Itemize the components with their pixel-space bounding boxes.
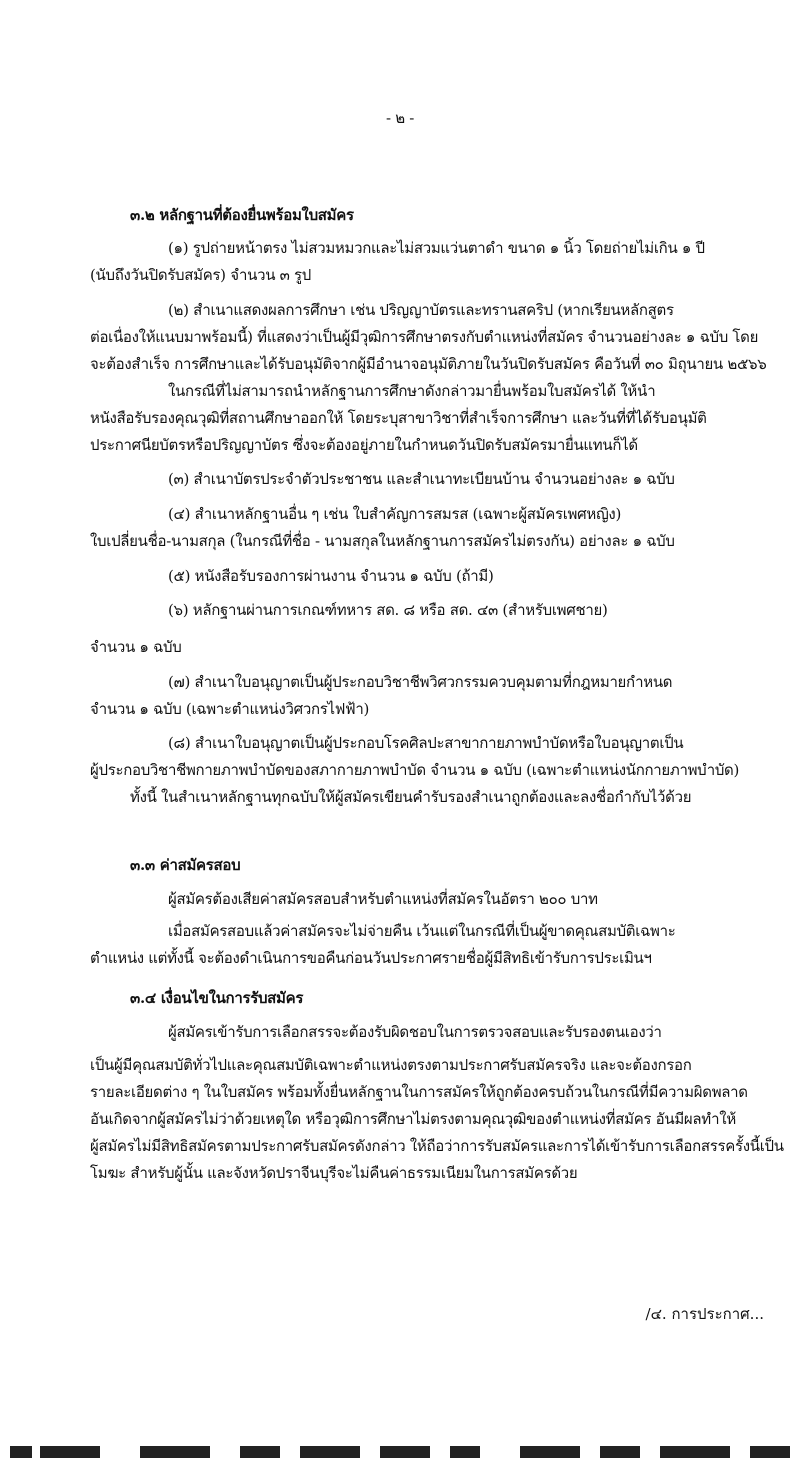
body-line: เมื่อสมัครสอบแล้วค่าสมัครจะไม่จ่ายคืน เว้นแต่ในกรณีที่เป็นผู้ขาดคุณสมบัติเฉพาะ (168, 922, 676, 940)
body-line: ในกรณีที่ไม่สามารถนำหลักฐานการศึกษาดังกล่าวมายื่นพร้อมใบสมัครได้ ให้นำ (168, 382, 656, 400)
body-line: (๔) สำเนาหลักฐานอื่น ๆ เช่น ใบสำคัญการสมรส (เฉพาะผู้สมัครเพศหญิง) (168, 505, 621, 523)
section-3-2-heading: ๓.๒ หลักฐานที่ต้องยื่นพร้อมใบสมัคร (130, 206, 354, 224)
continuation-note: /๔. การประกาศ... (645, 1305, 764, 1323)
body-line: ผู้สมัครเข้ารับการเลือกสรรจะต้องรับผิดชอบในการตรวจสอบและรับรองตนเองว่า (168, 1023, 662, 1041)
body-line: (๘) สำเนาใบอนุญาตเป็นผู้ประกอบโรคศิลปะสาขากายภาพบำบัดหรือใบอนุญาตเป็น (168, 734, 684, 752)
body-line: ผู้สมัครไม่มีสิทธิสมัครตามประกาศรับสมัครดังกล่าว ให้ถือว่าการรับสมัครและการได้เข้ารับการเลือกสรรครั้งนี้เป็น (90, 1137, 784, 1155)
body-line: จำนวน ๑ ฉบับ (90, 638, 182, 656)
body-line: (๖) หลักฐานผ่านการเกณฑ์ทหาร สด. ๘ หรือ สด. ๔๓ (สำหรับเพศชาย) (168, 601, 608, 619)
body-line: (๓) สำเนาบัตรประจำตัวประชาชน และสำเนาทะเบียนบ้าน จำนวนอย่างละ ๑ ฉบับ (168, 470, 675, 488)
body-line: โมฆะ สำหรับผู้นั้น และจังหวัดปราจีนบุรีจะไม่คืนค่าธรรมเนียมในการสมัครด้วย (90, 1164, 578, 1182)
body-line: (๗) สำเนาใบอนุญาตเป็นผู้ประกอบวิชาชีพวิศวกรรมควบคุมตามที่กฎหมายกำหนด (168, 673, 673, 691)
cropped-text-strip (0, 1446, 800, 1458)
body-line: ใบเปลี่ยนชื่อ-นามสกุล (ในกรณีที่ชื่อ - นามสกุลในหลักฐานการสมัครไม่ตรงกัน) อย่างละ ๑ ฉบับ (90, 532, 675, 550)
body-line: ตำแหน่ง แต่ทั้งนี้ จะต้องดำเนินการขอคืนก่อนวันประกาศรายชื่อผู้มีสิทธิเข้ารับการประเมินฯ (90, 949, 652, 967)
body-line: ทั้งนี้ ในสำเนาหลักฐานทุกฉบับให้ผู้สมัครเขียนคำรับรองสำเนาถูกต้องและลงชื่อกำกับไว้ด้วย (130, 788, 692, 806)
page-number: - ๒ - (385, 109, 415, 127)
body-line: อันเกิดจากผู้สมัครไม่ว่าด้วยเหตุใด หรือวุฒิการศึกษาไม่ตรงตามคุณวุฒิของตำแหน่งที่สมัคร อันมีผลทำให้ (90, 1110, 736, 1128)
section-3-3-heading: ๓.๓ ค่าสมัครสอบ (130, 856, 241, 874)
body-line: รายละเอียดต่าง ๆ ในใบสมัคร พร้อมทั้งยื่นหลักฐานในการสมัครให้ถูกต้องครบถ้วนในกรณีที่มีความผิดพลาด (90, 1083, 748, 1101)
body-line: จะต้องสำเร็จ การศึกษาและได้รับอนุมัติจากผู้มีอำนาจอนุมัติภายในวันปิดรับสมัคร คือวันที่ ๓๐ มิถุนายน ๒๕๖๖ (90, 355, 767, 373)
body-line: ผู้ประกอบวิชาชีพกายภาพบำบัดของสภากายภาพบำบัด จำนวน ๑ ฉบับ (เฉพาะตำแหน่งนักกายภาพบำบัด) (90, 761, 740, 779)
section-3-4-heading: ๓.๔ เงื่อนไขในการรับสมัคร (130, 989, 304, 1007)
body-line: จำนวน ๑ ฉบับ (เฉพาะตำแหน่งวิศวกรไฟฟ้า) (90, 700, 370, 718)
body-line: ประกาศนียบัตรหรือปริญญาบัตร ซึ่งจะต้องอยู่ภายในกำหนดวันปิดรับสมัครมายื่นแทนก็ได้ (90, 436, 638, 454)
body-line: (๕) หนังสือรับรองการผ่านงาน จำนวน ๑ ฉบับ (ถ้ามี) (168, 567, 494, 585)
body-line: ผู้สมัครต้องเสียค่าสมัครสอบสำหรับตำแหน่งที่สมัครในอัตรา ๒๐๐ บาท (168, 890, 598, 908)
body-line: หนังสือรับรองคุณวุฒิที่สถานศึกษาออกให้ โดยระบุสาขาวิชาที่สำเร็จการศึกษา และวันที่ที่ได้รับอนุมัติ (90, 409, 707, 427)
body-line: (๒) สำเนาแสดงผลการศึกษา เช่น ปริญญาบัตรและทรานสคริป (หากเรียนหลักสูตร (168, 301, 674, 319)
body-line: (๑) รูปถ่ายหน้าตรง ไม่สวมหมวกและไม่สวมแว่นตาดำ ขนาด ๑ นิ้ว โดยถ่ายไม่เกิน ๑ ปี (168, 239, 705, 257)
body-line: (นับถึงวันปิดรับสมัคร) จำนวน ๓ รูป (90, 266, 312, 284)
body-line: เป็นผู้มีคุณสมบัติทั่วไปและคุณสมบัติเฉพาะตำแหน่งตรงตามประกาศรับสมัครจริง และจะต้องกรอก (90, 1056, 692, 1074)
body-line: ต่อเนื่องให้แนบมาพร้อมนี้) ที่แสดงว่าเป็นผู้มีวุฒิการศึกษาตรงกับตำแหน่งที่สมัคร จำนวนอย่างละ ๑ ฉบับ โดย (90, 328, 759, 346)
